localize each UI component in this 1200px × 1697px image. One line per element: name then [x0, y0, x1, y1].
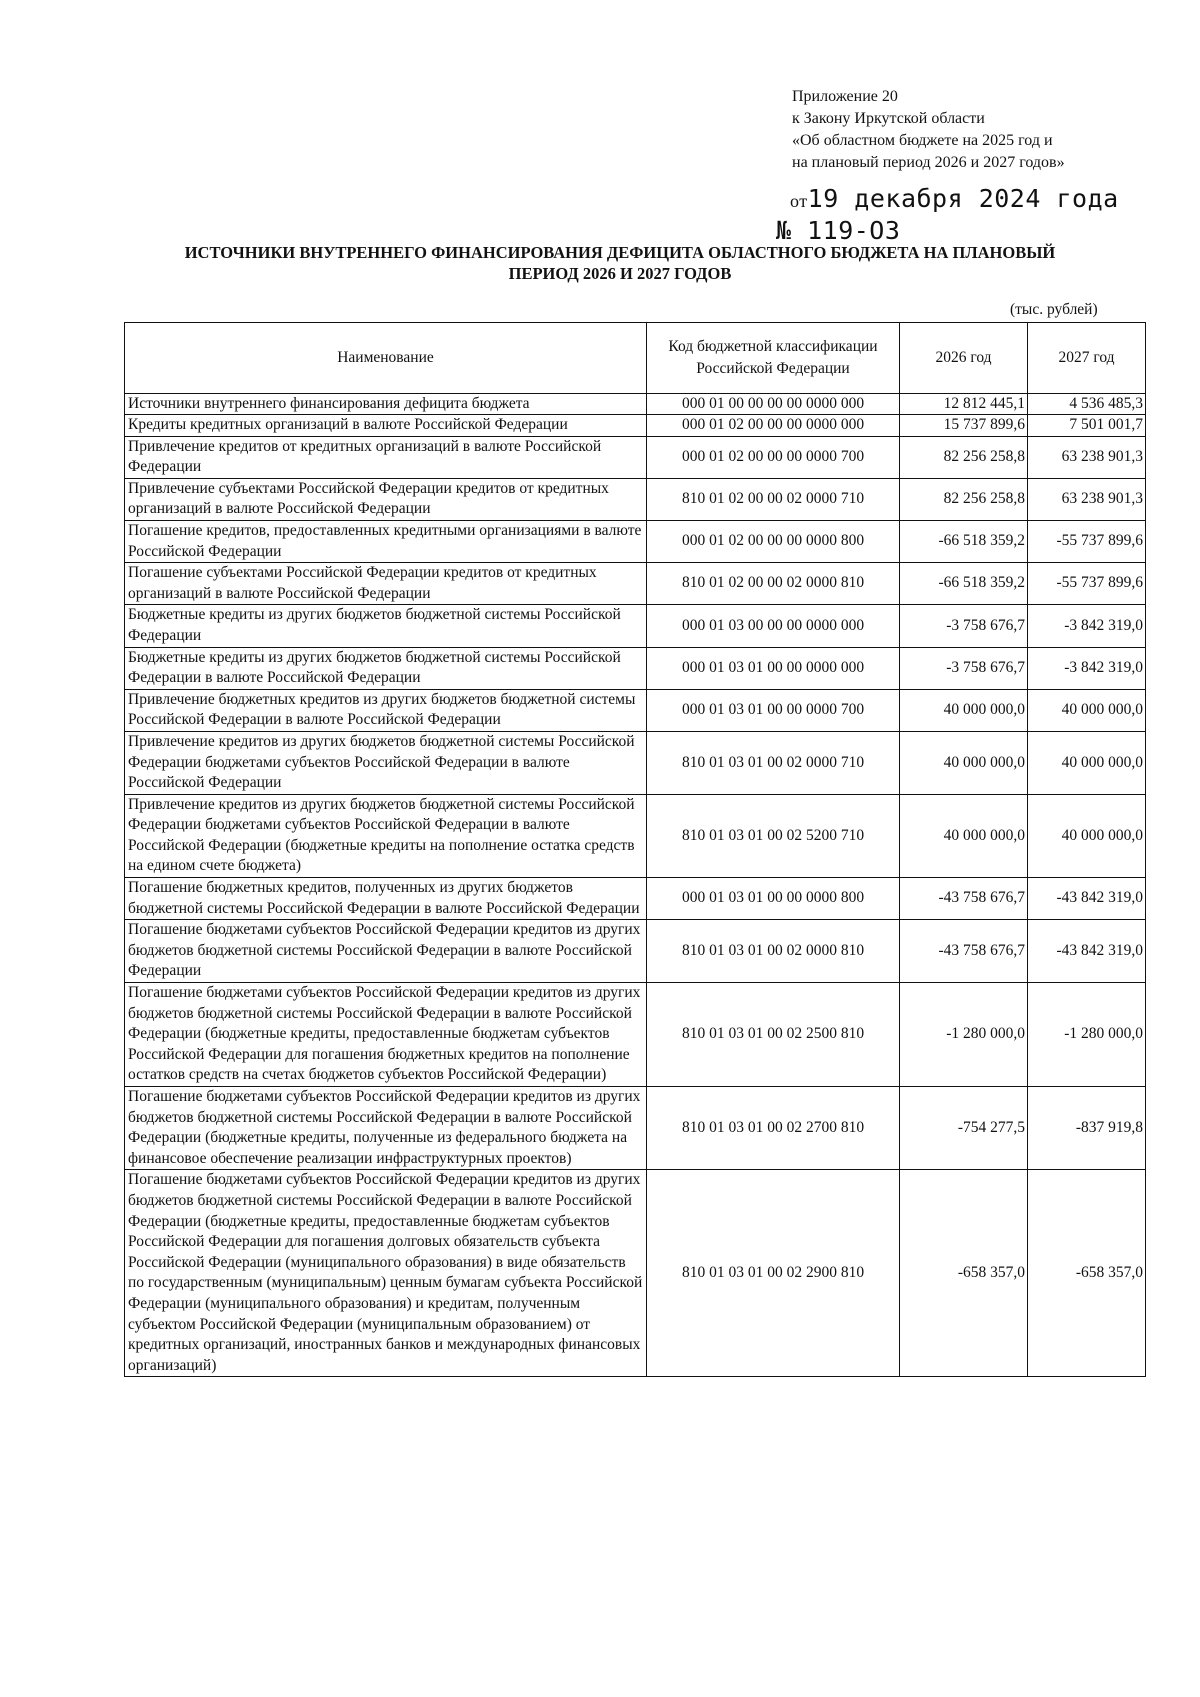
cell-name: Погашение бюджетами субъектов Российской Федерации кредитов из других бюджетов бюджетной системы Российской Федерации в валюте Российской Федерации [125, 920, 647, 983]
table-row [125, 394, 1146, 415]
cell-2027: 63 238 901,3 [1028, 478, 1146, 520]
table-row [125, 878, 1146, 920]
cell-2027: -837 919,8 [1028, 1087, 1146, 1170]
cell-2026: 82 256 258,8 [900, 436, 1028, 478]
table-row [125, 478, 1146, 520]
table-row [125, 415, 1146, 437]
cell-code: 000 01 03 00 00 00 0000 000 [647, 605, 900, 647]
cell-2026: -1 280 000,0 [900, 983, 1028, 1087]
header-2026: 2026 год [900, 323, 1028, 394]
stamp-date: 19 декабря 2024 года [807, 184, 1119, 213]
cell-2027: -1 280 000,0 [1028, 983, 1146, 1087]
table-row [125, 794, 1146, 877]
cell-2026: -3 758 676,7 [900, 605, 1028, 647]
cell-2026: -43 758 676,7 [900, 920, 1028, 983]
header-name: Наименование [125, 323, 647, 394]
header-code: Код бюджетной классификации Российской Федерации [647, 323, 900, 394]
table-row [125, 731, 1146, 794]
cell-2027: 63 238 901,3 [1028, 436, 1146, 478]
cell-2026: -43 758 676,7 [900, 878, 1028, 920]
table-row [125, 647, 1146, 689]
table-row [125, 436, 1146, 478]
cell-name: Погашение бюджетами субъектов Российской Федерации кредитов из других бюджетов бюджетной системы Российской Федерации в валюте Российской Федерации (бюджетные кредиты, предоставленные бюджетам субъектов Российской Федерации для погашения бюджетных кредитов на пополнение остатков средств на счетах бюджетов субъектов Российской Федерации) [125, 983, 647, 1087]
cell-2026: 15 737 899,6 [900, 415, 1028, 437]
appendix-line: «Об областном бюджете на 2025 год и [792, 132, 1053, 149]
cell-2027: -3 842 319,0 [1028, 605, 1146, 647]
cell-code: 810 01 03 01 00 02 0000 810 [647, 920, 900, 983]
cell-code: 000 01 00 00 00 00 0000 000 [647, 394, 900, 415]
cell-2027: -43 842 319,0 [1028, 920, 1146, 983]
law-date-stamp [776, 184, 1119, 246]
table-header-row [125, 323, 1146, 394]
cell-2027: -658 357,0 [1028, 1170, 1146, 1377]
cell-2027: -55 737 899,6 [1028, 563, 1146, 605]
cell-2027: -43 842 319,0 [1028, 878, 1146, 920]
cell-2027: 40 000 000,0 [1028, 689, 1146, 731]
cell-name: Погашение бюджетами субъектов Российской Федерации кредитов из других бюджетов бюджетной системы Российской Федерации в валюте Российской Федерации (бюджетные кредиты, предоставленные бюджетам субъектов Российской Федерации для погашения долговых обязательств субъекта Российской Федерации (муниципального образования) в виде обязательств по государственным (муниципальным) ценным бумагам субъекта Российской Федерации (муниципального образования) и кредитам, полученным субъектом Российской Федерации (муниципальным образованием) от кредитных организаций, иностранных банков и международных финансовых организаций) [125, 1170, 647, 1377]
cell-2026: 40 000 000,0 [900, 689, 1028, 731]
units-label: (тыс. рублей) [1010, 301, 1098, 318]
cell-2026: -66 518 359,2 [900, 563, 1028, 605]
cell-2026: 82 256 258,8 [900, 478, 1028, 520]
table-row [125, 920, 1146, 983]
appendix-header [792, 86, 1172, 174]
cell-2026: -754 277,5 [900, 1087, 1028, 1170]
appendix-line: Приложение 20 [792, 88, 898, 105]
cell-name: Привлечение бюджетных кредитов из других бюджетов бюджетной системы Российской Федерации в валюте Российской Федерации [125, 689, 647, 731]
cell-2027: 40 000 000,0 [1028, 794, 1146, 877]
stamp-prefix: от [790, 191, 808, 211]
cell-name: Погашение субъектами Российской Федерации кредитов от кредитных организаций в валюте Российской Федерации [125, 563, 647, 605]
table-row [125, 1170, 1146, 1377]
cell-2027: 40 000 000,0 [1028, 731, 1146, 794]
cell-code: 000 01 02 00 00 00 0000 700 [647, 436, 900, 478]
cell-code: 000 01 03 01 00 00 0000 000 [647, 647, 900, 689]
cell-code: 810 01 03 01 00 02 2900 810 [647, 1170, 900, 1377]
cell-name: Привлечение субъектами Российской Федерации кредитов от кредитных организаций в валюте Российской Федерации [125, 478, 647, 520]
cell-code: 810 01 03 01 00 02 5200 710 [647, 794, 900, 877]
cell-2027: 7 501 001,7 [1028, 415, 1146, 437]
cell-name: Бюджетные кредиты из других бюджетов бюджетной системы Российской Федерации в валюте Российской Федерации [125, 647, 647, 689]
cell-2026: -66 518 359,2 [900, 520, 1028, 562]
cell-2026: -658 357,0 [900, 1170, 1028, 1377]
table-row [125, 563, 1146, 605]
cell-code: 810 01 02 00 00 02 0000 810 [647, 563, 900, 605]
cell-name: Погашение бюджетных кредитов, полученных из других бюджетов бюджетной системы Российской Федерации в валюте Российской Федерации [125, 878, 647, 920]
document-title [120, 242, 1120, 284]
cell-code: 000 01 03 01 00 00 0000 800 [647, 878, 900, 920]
cell-name: Источники внутреннего финансирования дефицита бюджета [125, 394, 647, 415]
cell-code: 000 01 02 00 00 00 0000 000 [647, 415, 900, 437]
cell-name: Привлечение кредитов от кредитных организаций в валюте Российской Федерации [125, 436, 647, 478]
cell-name: Погашение бюджетами субъектов Российской Федерации кредитов из других бюджетов бюджетной системы Российской Федерации в валюте Российской Федерации (бюджетные кредиты, полученные из федерального бюджета на финансовое обеспечение реализации инфраструктурных проектов) [125, 1087, 647, 1170]
cell-2026: 40 000 000,0 [900, 731, 1028, 794]
cell-2026: -3 758 676,7 [900, 647, 1028, 689]
cell-name: Привлечение кредитов из других бюджетов бюджетной системы Российской Федерации бюджетами субъектов Российской Федерации в валюте Российской Федерации [125, 731, 647, 794]
title-line: ПЕРИОД 2026 И 2027 ГОДОВ [508, 264, 732, 283]
cell-name: Погашение кредитов, предоставленных кредитными организациями в валюте Российской Федерации [125, 520, 647, 562]
cell-name: Бюджетные кредиты из других бюджетов бюджетной системы Российской Федерации [125, 605, 647, 647]
table-row [125, 520, 1146, 562]
appendix-line: к Закону Иркутской области [792, 110, 985, 127]
table-row [125, 605, 1146, 647]
appendix-line: на плановый период 2026 и 2027 годов» [792, 154, 1065, 171]
cell-code: 810 01 03 01 00 02 2500 810 [647, 983, 900, 1087]
table-row [125, 983, 1146, 1087]
table-row [125, 1087, 1146, 1170]
cell-2027: -55 737 899,6 [1028, 520, 1146, 562]
header-2027: 2027 год [1028, 323, 1146, 394]
cell-code: 000 01 03 01 00 00 0000 700 [647, 689, 900, 731]
cell-name: Привлечение кредитов из других бюджетов бюджетной системы Российской Федерации бюджетами субъектов Российской Федерации в валюте Российской Федерации (бюджетные кредиты на пополнение остатка средств на едином счете бюджета) [125, 794, 647, 877]
cell-code: 810 01 03 01 00 02 2700 810 [647, 1087, 900, 1170]
table-row [125, 689, 1146, 731]
cell-2027: 4 536 485,3 [1028, 394, 1146, 415]
cell-2026: 12 812 445,1 [900, 394, 1028, 415]
stamp-number: № 119-ОЗ [776, 216, 901, 245]
cell-code: 000 01 02 00 00 00 0000 800 [647, 520, 900, 562]
cell-code: 810 01 03 01 00 02 0000 710 [647, 731, 900, 794]
cell-name: Кредиты кредитных организаций в валюте Российской Федерации [125, 415, 647, 437]
cell-2027: -3 842 319,0 [1028, 647, 1146, 689]
cell-2026: 40 000 000,0 [900, 794, 1028, 877]
financing-sources-table [124, 322, 1146, 1377]
cell-code: 810 01 02 00 00 02 0000 710 [647, 478, 900, 520]
title-line: ИСТОЧНИКИ ВНУТРЕННЕГО ФИНАНСИРОВАНИЯ ДЕФИЦИТА ОБЛАСТНОГО БЮДЖЕТА НА ПЛАНОВЫЙ [184, 243, 1056, 262]
